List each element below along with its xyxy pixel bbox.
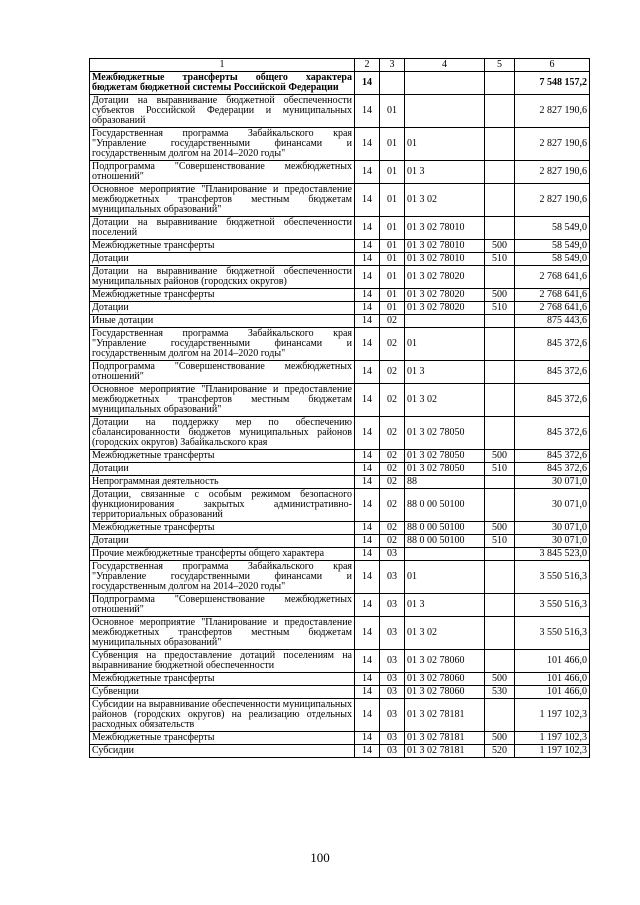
amount-cell: 845 372,6 — [515, 384, 590, 417]
amount-cell: 1 197 102,3 — [515, 732, 590, 745]
header-cell: 3 — [380, 59, 405, 72]
table-header-row — [90, 59, 590, 72]
target-code-cell: 88 0 00 50100 — [405, 535, 485, 548]
table-row — [90, 699, 590, 732]
section-code-cell: 14 — [355, 548, 380, 561]
table-row — [90, 594, 590, 617]
subsection-code-cell: 03 — [380, 617, 405, 650]
target-code-cell: 01 3 02 78020 — [405, 289, 485, 302]
row-name-cell: Межбюджетные трансферты — [90, 732, 355, 745]
expense-type-cell: 500 — [485, 289, 515, 302]
amount-cell: 1 197 102,3 — [515, 745, 590, 758]
row-name-cell: Субвенция на предоставление дотаций поселениям на выравнивание бюджетной обеспеченности — [90, 650, 355, 673]
section-code-cell: 14 — [355, 302, 380, 315]
expense-type-cell: 500 — [485, 732, 515, 745]
section-code-cell: 14 — [355, 476, 380, 489]
row-name-cell: Субсидии на выравнивание обеспеченности муниципальных районов (городских округов) на реализацию отдельных расходных обязательств — [90, 699, 355, 732]
target-code-cell: 01 3 02 78010 — [405, 217, 485, 240]
table-row — [90, 686, 590, 699]
amount-cell: 101 466,0 — [515, 673, 590, 686]
section-code-cell: 14 — [355, 699, 380, 732]
target-code-cell: 01 3 — [405, 594, 485, 617]
table-row — [90, 95, 590, 128]
table-row — [90, 522, 590, 535]
subsection-code-cell: 03 — [380, 650, 405, 673]
table-row — [90, 384, 590, 417]
expense-type-cell: 500 — [485, 450, 515, 463]
section-code-cell: 14 — [355, 315, 380, 328]
target-code-cell: 01 3 02 78050 — [405, 417, 485, 450]
section-code-cell: 14 — [355, 686, 380, 699]
target-code-cell: 88 0 00 50100 — [405, 522, 485, 535]
expense-type-cell: 520 — [485, 745, 515, 758]
target-code-cell: 01 3 02 — [405, 384, 485, 417]
subsection-code-cell — [380, 72, 405, 95]
amount-cell: 845 372,6 — [515, 450, 590, 463]
row-name-cell: Дотации — [90, 302, 355, 315]
row-name-cell: Дотации на выравнивание бюджетной обеспеченности субъектов Российской Федерации и муниципальных образований — [90, 95, 355, 128]
table-row — [90, 289, 590, 302]
table-row — [90, 650, 590, 673]
row-name-cell: Подпрограмма "Совершенствование межбюджетных отношений" — [90, 361, 355, 384]
expense-type-cell — [485, 266, 515, 289]
header-cell: 6 — [515, 59, 590, 72]
subsection-code-cell: 03 — [380, 673, 405, 686]
target-code-cell: 01 3 02 78050 — [405, 450, 485, 463]
subsection-code-cell: 02 — [380, 384, 405, 417]
subsection-code-cell: 02 — [380, 476, 405, 489]
table-row — [90, 673, 590, 686]
row-name-cell: Дотации на поддержку мер по обеспечению сбалансированности бюджетов муниципальных районов (городских округов) Забайкальского края — [90, 417, 355, 450]
section-code-cell: 14 — [355, 240, 380, 253]
expense-type-cell — [485, 328, 515, 361]
row-name-cell: Прочие межбюджетные трансферты общего характера — [90, 548, 355, 561]
expense-type-cell — [485, 417, 515, 450]
table-row — [90, 328, 590, 361]
amount-cell: 58 549,0 — [515, 253, 590, 266]
target-code-cell: 01 3 02 78020 — [405, 302, 485, 315]
subsection-code-cell: 02 — [380, 328, 405, 361]
section-code-cell: 14 — [355, 289, 380, 302]
expense-type-cell — [485, 699, 515, 732]
expense-type-cell — [485, 217, 515, 240]
section-code-cell: 14 — [355, 522, 380, 535]
table-row — [90, 561, 590, 594]
row-name-cell: Дотации — [90, 535, 355, 548]
amount-cell: 875 443,6 — [515, 315, 590, 328]
section-code-cell: 14 — [355, 450, 380, 463]
row-name-cell: Подпрограмма "Совершенствование межбюджетных отношений" — [90, 161, 355, 184]
target-code-cell: 01 3 02 — [405, 184, 485, 217]
amount-cell: 30 071,0 — [515, 489, 590, 522]
table-row — [90, 450, 590, 463]
target-code-cell: 01 3 02 78181 — [405, 699, 485, 732]
amount-cell: 30 071,0 — [515, 522, 590, 535]
subsection-code-cell: 01 — [380, 128, 405, 161]
subsection-code-cell: 02 — [380, 489, 405, 522]
expense-type-cell: 530 — [485, 686, 515, 699]
expense-type-cell — [485, 128, 515, 161]
table-row — [90, 315, 590, 328]
target-code-cell: 01 3 02 78060 — [405, 650, 485, 673]
subsection-code-cell: 01 — [380, 95, 405, 128]
section-code-cell: 14 — [355, 328, 380, 361]
section-code-cell: 14 — [355, 561, 380, 594]
row-name-cell: Непрограммная деятельность — [90, 476, 355, 489]
subsection-code-cell: 02 — [380, 417, 405, 450]
amount-cell: 1 197 102,3 — [515, 699, 590, 732]
expense-type-cell — [485, 617, 515, 650]
subsection-code-cell: 01 — [380, 240, 405, 253]
table-row — [90, 417, 590, 450]
amount-cell: 2 827 190,6 — [515, 161, 590, 184]
subsection-code-cell: 03 — [380, 594, 405, 617]
amount-cell: 101 466,0 — [515, 650, 590, 673]
target-code-cell — [405, 72, 485, 95]
expense-type-cell — [485, 315, 515, 328]
row-name-cell: Межбюджетные трансферты — [90, 450, 355, 463]
amount-cell: 2 827 190,6 — [515, 184, 590, 217]
amount-cell: 3 845 523,0 — [515, 548, 590, 561]
row-name-cell: Межбюджетные трансферты — [90, 522, 355, 535]
subsection-code-cell: 03 — [380, 561, 405, 594]
section-code-cell: 14 — [355, 184, 380, 217]
table-row — [90, 253, 590, 266]
amount-cell: 2 768 641,6 — [515, 302, 590, 315]
budget-table — [89, 58, 590, 758]
row-name-cell: Дотации на выравнивание бюджетной обеспеченности муниципальных районов (городских округов) — [90, 266, 355, 289]
amount-cell: 2 768 641,6 — [515, 266, 590, 289]
row-name-cell: Межбюджетные трансферты общего характера бюджетам бюджетной системы Российской Федерации — [90, 72, 355, 95]
amount-cell: 2 768 641,6 — [515, 289, 590, 302]
expense-type-cell — [485, 489, 515, 522]
expense-type-cell: 510 — [485, 302, 515, 315]
section-code-cell: 14 — [355, 72, 380, 95]
section-code-cell: 14 — [355, 95, 380, 128]
subsection-code-cell: 01 — [380, 253, 405, 266]
table-row — [90, 266, 590, 289]
expense-type-cell — [485, 95, 515, 128]
subsection-code-cell: 02 — [380, 522, 405, 535]
target-code-cell: 01 — [405, 128, 485, 161]
expense-type-cell — [485, 548, 515, 561]
row-name-cell: Государственная программа Забайкальского края "Управление государственными финансами и государственным долгом на 2014–2020 годы" — [90, 328, 355, 361]
row-name-cell: Межбюджетные трансферты — [90, 240, 355, 253]
table-row — [90, 72, 590, 95]
amount-cell: 845 372,6 — [515, 328, 590, 361]
table-row — [90, 548, 590, 561]
expense-type-cell: 500 — [485, 673, 515, 686]
table-row — [90, 128, 590, 161]
section-code-cell: 14 — [355, 489, 380, 522]
section-code-cell: 14 — [355, 673, 380, 686]
subsection-code-cell: 01 — [380, 266, 405, 289]
expense-type-cell — [485, 384, 515, 417]
header-cell: 5 — [485, 59, 515, 72]
amount-cell: 3 550 516,3 — [515, 617, 590, 650]
row-name-cell: Основное мероприятие "Планирование и предоставление межбюджетных трансфертов местным бюджетам муниципальных образований" — [90, 617, 355, 650]
target-code-cell: 01 — [405, 328, 485, 361]
header-cell: 4 — [405, 59, 485, 72]
amount-cell: 30 071,0 — [515, 476, 590, 489]
target-code-cell: 01 3 02 78050 — [405, 463, 485, 476]
row-name-cell: Субвенции — [90, 686, 355, 699]
row-name-cell: Дотации, связанные с особым режимом безопасного функционирования закрытых административно-территориальных образований — [90, 489, 355, 522]
target-code-cell: 01 3 02 78060 — [405, 686, 485, 699]
target-code-cell — [405, 548, 485, 561]
section-code-cell: 14 — [355, 161, 380, 184]
section-code-cell: 14 — [355, 253, 380, 266]
target-code-cell: 88 0 00 50100 — [405, 489, 485, 522]
header-cell: 1 — [90, 59, 355, 72]
subsection-code-cell: 01 — [380, 302, 405, 315]
expense-type-cell — [485, 650, 515, 673]
row-name-cell: Дотации — [90, 463, 355, 476]
amount-cell: 845 372,6 — [515, 361, 590, 384]
section-code-cell: 14 — [355, 217, 380, 240]
section-code-cell: 14 — [355, 617, 380, 650]
target-code-cell: 01 3 02 78181 — [405, 745, 485, 758]
target-code-cell: 01 3 02 78010 — [405, 240, 485, 253]
subsection-code-cell: 03 — [380, 548, 405, 561]
target-code-cell — [405, 315, 485, 328]
amount-cell: 845 372,6 — [515, 463, 590, 476]
row-name-cell: Подпрограмма "Совершенствование межбюджетных отношений" — [90, 594, 355, 617]
amount-cell: 2 827 190,6 — [515, 95, 590, 128]
header-cell: 2 — [355, 59, 380, 72]
expense-type-cell: 500 — [485, 240, 515, 253]
amount-cell: 2 827 190,6 — [515, 128, 590, 161]
subsection-code-cell: 02 — [380, 463, 405, 476]
subsection-code-cell: 02 — [380, 450, 405, 463]
expense-type-cell — [485, 72, 515, 95]
table-row — [90, 361, 590, 384]
row-name-cell: Основное мероприятие "Планирование и предоставление межбюджетных трансфертов местным бюджетам муниципальных образований" — [90, 184, 355, 217]
amount-cell: 7 548 157,2 — [515, 72, 590, 95]
expense-type-cell — [485, 594, 515, 617]
subsection-code-cell: 02 — [380, 535, 405, 548]
amount-cell: 101 466,0 — [515, 686, 590, 699]
row-name-cell: Дотации — [90, 253, 355, 266]
subsection-code-cell: 02 — [380, 361, 405, 384]
table-row — [90, 732, 590, 745]
table-row — [90, 535, 590, 548]
expense-type-cell — [485, 161, 515, 184]
table-row — [90, 161, 590, 184]
section-code-cell: 14 — [355, 266, 380, 289]
row-name-cell: Межбюджетные трансферты — [90, 289, 355, 302]
amount-cell: 58 549,0 — [515, 217, 590, 240]
row-name-cell: Межбюджетные трансферты — [90, 673, 355, 686]
section-code-cell: 14 — [355, 463, 380, 476]
table-row — [90, 617, 590, 650]
expense-type-cell: 500 — [485, 522, 515, 535]
table-row — [90, 302, 590, 315]
section-code-cell: 14 — [355, 361, 380, 384]
section-code-cell: 14 — [355, 417, 380, 450]
section-code-cell: 14 — [355, 128, 380, 161]
table-row — [90, 217, 590, 240]
row-name-cell: Государственная программа Забайкальского края "Управление государственными финансами и государственным долгом на 2014–2020 годы" — [90, 128, 355, 161]
amount-cell: 58 549,0 — [515, 240, 590, 253]
amount-cell: 30 071,0 — [515, 535, 590, 548]
subsection-code-cell: 01 — [380, 217, 405, 240]
row-name-cell: Дотации на выравнивание бюджетной обеспеченности поселений — [90, 217, 355, 240]
row-name-cell: Субсидии — [90, 745, 355, 758]
section-code-cell: 14 — [355, 535, 380, 548]
target-code-cell: 01 3 02 78060 — [405, 673, 485, 686]
target-code-cell: 01 3 02 78181 — [405, 732, 485, 745]
table-row — [90, 240, 590, 253]
table-row — [90, 489, 590, 522]
target-code-cell: 88 — [405, 476, 485, 489]
section-code-cell: 14 — [355, 745, 380, 758]
amount-cell: 845 372,6 — [515, 417, 590, 450]
subsection-code-cell: 01 — [380, 161, 405, 184]
expense-type-cell — [485, 184, 515, 217]
page-number: 100 — [310, 850, 330, 865]
subsection-code-cell: 03 — [380, 732, 405, 745]
row-name-cell: Основное мероприятие "Планирование и предоставление межбюджетных трансфертов местным бюджетам муниципальных образований" — [90, 384, 355, 417]
subsection-code-cell: 01 — [380, 289, 405, 302]
subsection-code-cell: 03 — [380, 686, 405, 699]
expense-type-cell — [485, 476, 515, 489]
target-code-cell: 01 — [405, 561, 485, 594]
expense-type-cell: 510 — [485, 253, 515, 266]
target-code-cell: 01 3 02 78010 — [405, 253, 485, 266]
target-code-cell: 01 3 — [405, 161, 485, 184]
target-code-cell: 01 3 02 — [405, 617, 485, 650]
expense-type-cell: 510 — [485, 463, 515, 476]
subsection-code-cell: 03 — [380, 745, 405, 758]
table-row — [90, 745, 590, 758]
table-row — [90, 476, 590, 489]
expense-type-cell: 510 — [485, 535, 515, 548]
expense-type-cell — [485, 561, 515, 594]
amount-cell: 3 550 516,3 — [515, 594, 590, 617]
target-code-cell: 01 3 — [405, 361, 485, 384]
subsection-code-cell: 03 — [380, 699, 405, 732]
subsection-code-cell: 02 — [380, 315, 405, 328]
section-code-cell: 14 — [355, 650, 380, 673]
row-name-cell: Иные дотации — [90, 315, 355, 328]
target-code-cell: 01 3 02 78020 — [405, 266, 485, 289]
amount-cell: 3 550 516,3 — [515, 561, 590, 594]
subsection-code-cell: 01 — [380, 184, 405, 217]
row-name-cell: Государственная программа Забайкальского края "Управление государственными финансами и государственным долгом на 2014–2020 годы" — [90, 561, 355, 594]
expense-type-cell — [485, 361, 515, 384]
table-row — [90, 463, 590, 476]
section-code-cell: 14 — [355, 384, 380, 417]
section-code-cell: 14 — [355, 594, 380, 617]
section-code-cell: 14 — [355, 732, 380, 745]
target-code-cell — [405, 95, 485, 128]
table-row — [90, 184, 590, 217]
